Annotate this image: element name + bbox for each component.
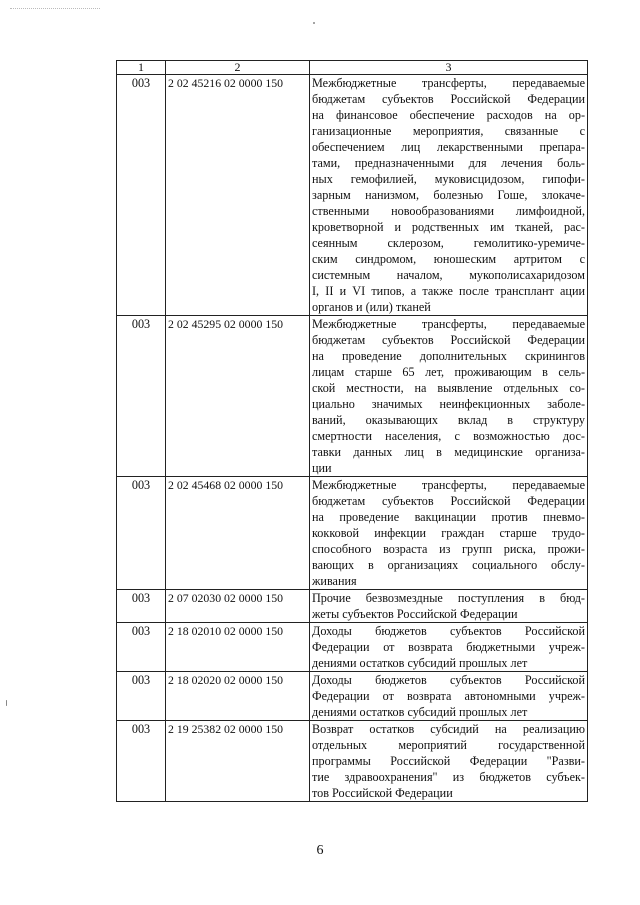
page-number: 6 <box>316 843 324 858</box>
revenue-name-line: I, II и VI типов, а также после трансплант ации <box>312 284 585 298</box>
admin-code-cell: 003 <box>117 590 166 623</box>
revenue-name-cell <box>310 75 588 316</box>
revenue-name-line: на проведение вакцинации против пневмо- <box>312 510 585 524</box>
revenue-name-line: дениями остатков субсидий прошлых лет <box>312 656 528 670</box>
admin-code-cell: 003 <box>117 721 166 802</box>
revenue-name-line: ции <box>312 461 332 475</box>
revenue-name-line: кокковой инфекции граждан старше трудо- <box>312 526 585 540</box>
revenue-code-cell: 2 02 45295 02 0000 150 <box>166 316 310 477</box>
header-col-2: 2 <box>166 61 310 75</box>
revenue-name-line: способного возраста из групп риска, прожи- <box>312 542 585 556</box>
table-row <box>117 623 588 672</box>
scan-artifact-line <box>10 8 100 10</box>
admin-code-cell: 003 <box>117 672 166 721</box>
revenue-name-line: обеспечением лиц лекарственными препара- <box>312 140 585 154</box>
revenue-name-line: Межбюджетные трансферты, передаваемые <box>312 76 585 90</box>
revenue-name-line: Межбюджетные трансферты, передаваемые <box>312 317 585 331</box>
revenue-name-line: бюджетам субъектов Российской Федерации <box>312 494 585 508</box>
revenue-name-line: тавки данных лиц в медицинские организа- <box>312 445 585 459</box>
revenue-name-line: ственными новообразованиями лимфоидной, <box>312 204 585 218</box>
scan-artifact-dot <box>313 22 315 24</box>
revenue-name-line: лицам старше 65 лет, проживающим в сель- <box>312 365 585 379</box>
table-row <box>117 75 588 316</box>
revenue-name-line: тов Российской Федерации <box>312 786 453 800</box>
table-row <box>117 316 588 477</box>
revenue-name-line: тие здравоохранения" из бюджетов субъек- <box>312 770 585 784</box>
revenue-name-line: вающих в организациях социального обслу- <box>312 558 585 572</box>
revenue-code-cell: 2 18 02020 02 0000 150 <box>166 672 310 721</box>
revenue-name-line: кроветворной и родственных им тканей, рас- <box>312 220 585 234</box>
revenue-name-line: живания <box>312 574 357 588</box>
admin-code-cell: 003 <box>117 477 166 590</box>
revenue-name-line: Возврат остатков субсидий на реализацию <box>312 722 585 736</box>
header-col-3: 3 <box>310 61 588 75</box>
revenue-name-line: ским синдромом, юношеским артритом с <box>312 252 585 266</box>
revenue-name-line: системным началом, мукополисахаридозом <box>312 268 585 282</box>
table-body <box>117 75 588 802</box>
revenue-name-line: Прочие безвозмездные поступления в бюд- <box>312 591 585 605</box>
table-row <box>117 590 588 623</box>
revenue-name-cell <box>310 316 588 477</box>
revenue-name-line: Федерации от возврата автономными учреж- <box>312 689 585 703</box>
revenue-name-line: отдельных мероприятий государственной <box>312 738 585 752</box>
table-header-row <box>117 61 588 75</box>
revenue-name-line: дениями остатков субсидий прошлых лет <box>312 705 528 719</box>
revenue-name-line: бюджетам субъектов Российской Федерации <box>312 92 585 106</box>
revenue-name-cell <box>310 590 588 623</box>
admin-code-cell: 003 <box>117 75 166 316</box>
revenue-name-cell <box>310 477 588 590</box>
revenue-name-line: на проведение дополнительных скринингов <box>312 349 585 363</box>
revenue-name-line: Межбюджетные трансферты, передаваемые <box>312 478 585 492</box>
revenue-name-line: сеянным склерозом, гемолитико-уремиче- <box>312 236 585 250</box>
admin-code-cell: 003 <box>117 623 166 672</box>
budget-revenue-table <box>116 60 588 802</box>
revenue-name-line: на финансовое обеспечение расходов на ор- <box>312 108 585 122</box>
revenue-name-cell <box>310 672 588 721</box>
revenue-code-cell: 2 07 02030 02 0000 150 <box>166 590 310 623</box>
admin-code-cell: 003 <box>117 316 166 477</box>
revenue-name-cell <box>310 623 588 672</box>
table-row <box>117 672 588 721</box>
revenue-code-cell: 2 02 45468 02 0000 150 <box>166 477 310 590</box>
revenue-name-line: ных гемофилией, муковисцидозом, гипофи- <box>312 172 585 186</box>
scan-artifact-mark <box>6 700 7 706</box>
revenue-name-line: ганизационные мероприятия, связанные с <box>312 124 585 138</box>
revenue-code-cell: 2 19 25382 02 0000 150 <box>166 721 310 802</box>
revenue-code-cell: 2 02 45216 02 0000 150 <box>166 75 310 316</box>
revenue-name-line: бюджетам субъектов Российской Федерации <box>312 333 585 347</box>
revenue-name-line: зарным нанизмом, болезнью Гоше, злокаче- <box>312 188 585 202</box>
revenue-name-line: жеты субъектов Российской Федерации <box>312 607 518 621</box>
revenue-name-line: циально значимых неинфекционных заболе- <box>312 397 585 411</box>
revenue-name-line: Доходы бюджетов субъектов Российской <box>312 673 585 687</box>
header-col-1: 1 <box>117 61 166 75</box>
revenue-name-line: органов и (или) тканей <box>312 300 431 314</box>
revenue-code-cell: 2 18 02010 02 0000 150 <box>166 623 310 672</box>
table-row <box>117 721 588 802</box>
revenue-name-line: смертности населения, с возможностью дос- <box>312 429 585 443</box>
revenue-name-line: ваний, оказывающих вклад в структуру <box>312 413 585 427</box>
revenue-name-line: Федерации от возврата бюджетными учреж- <box>312 640 585 654</box>
table-row <box>117 477 588 590</box>
revenue-name-line: Доходы бюджетов субъектов Российской <box>312 624 585 638</box>
revenue-name-line: ской местности, на выявление отдельных со- <box>312 381 585 395</box>
revenue-name-line: тами, предназначенными для лечения боль- <box>312 156 585 170</box>
revenue-name-line: программы Российской Федерации "Разви- <box>312 754 585 768</box>
revenue-name-cell <box>310 721 588 802</box>
